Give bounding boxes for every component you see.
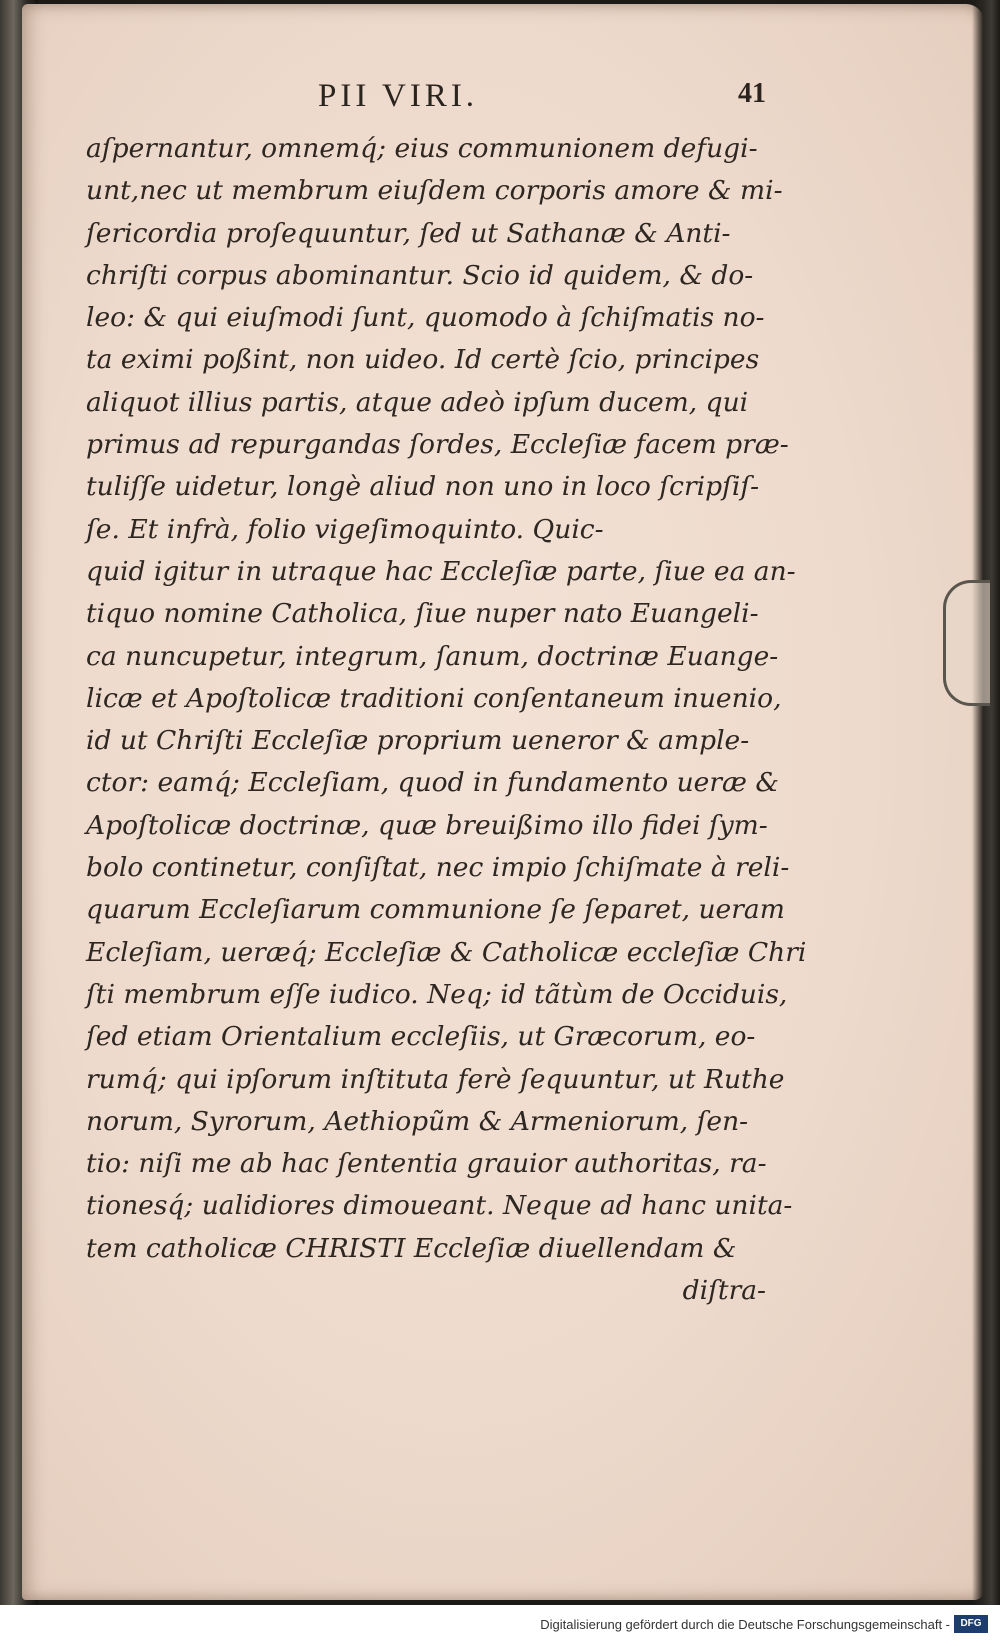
text-line: norum, Syrorum, Aethiopũm & Armeniorum, ſen- (86, 1105, 749, 1137)
text-line: quid igitur in utraque hac Eccleſiæ parte, ſiue ea an- (86, 555, 796, 587)
footer-bar (0, 1605, 1000, 1646)
body-text (86, 128, 807, 1312)
text-line: rumq́; qui ipſorum inſtituta ferè ſequuntur, ut Ruthe (86, 1063, 785, 1095)
text-line: ſe. Et infrà, folio vigeſimoquinto. Quic- (86, 513, 604, 545)
text-line: tio: niſi me ab hac ſententia grauior authoritas, ra- (86, 1148, 767, 1180)
text-line: unt,nec ut membrum eiuſdem corporis amore & mi- (86, 175, 783, 207)
catchword: diſtra- (682, 1275, 766, 1307)
text-line: id ut Chriſti Eccleſiæ proprium ueneror & ample- (86, 725, 750, 757)
funding-credit: Digitalisierung gefördert durch die Deutsche Forschungsgemeinschaft - (540, 1617, 950, 1632)
text-line: ſti membrum eſſe iudico. Neq; id tãtùm de Occiduis, (86, 978, 788, 1010)
text-line: quarum Eccleſiarum communione ſe ſeparet, ueram (86, 894, 785, 926)
page-clip (943, 580, 990, 706)
text-line: Ecleſiam, ueræq́; Eccleſiæ & Catholicæ eccleſiæ Chri (86, 936, 807, 968)
page-right-edge-shadow (972, 0, 1000, 1605)
running-head: PII VIRI. (318, 78, 479, 114)
page-number: 41 (738, 78, 766, 109)
text-line: ſed etiam Orientalium eccleſiis, ut Græcorum, eo- (86, 1021, 756, 1053)
text-line: aſpernantur, omnemq́; eius communionem defugi- (86, 133, 758, 164)
page-header (0, 78, 1000, 118)
text-line: aliquot illius partis, atque adeò ipſum ducem, qui (86, 386, 749, 418)
text-line: Apoſtolicæ doctrinæ, quæ breuißimo illo fidei ſym- (86, 809, 768, 841)
text-line: leo: & qui eiuſmodi ſunt, quomodo à ſchiſmatis no- (86, 302, 765, 334)
text-line: ſericordia proſequuntur, ſed ut Sathanæ & Anti- (86, 217, 731, 249)
text-line: bolo continetur, conſiſtat, nec impio ſchiſmate à reli- (86, 852, 790, 884)
text-line: tionesq́; ualidiores dimoueant. Neque ad hanc unita- (86, 1190, 793, 1222)
text-line: ta eximi poßint, non uideo. Id certè ſcio, principes (86, 344, 760, 376)
text-line: tem catholicæ CHRISTI Eccleſiæ diuellendam & (86, 1232, 737, 1264)
text-line: ca nuncupetur, integrum, ſanum, doctrinæ Euange- (86, 640, 779, 672)
text-line: ctor: eamq́; Eccleſiam, quod in fundamento ueræ & (86, 767, 779, 799)
text-line: primus ad repurgandas ſordes, Eccleſiæ facem præ- (86, 429, 789, 461)
text-line: chriſti corpus abominantur. Scio id quidem, & do- (86, 259, 754, 291)
text-line: tuliſſe uidetur, longè aliud non uno in loco ſcripſiſ- (86, 471, 760, 503)
text-line: tiquo nomine Catholica, ſiue nuper nato Euangeli- (86, 598, 759, 630)
text-line: licæ et Apoſtolicæ traditioni conſentaneum inuenio, (86, 682, 782, 714)
dfg-logo-icon: DFG (954, 1615, 988, 1633)
